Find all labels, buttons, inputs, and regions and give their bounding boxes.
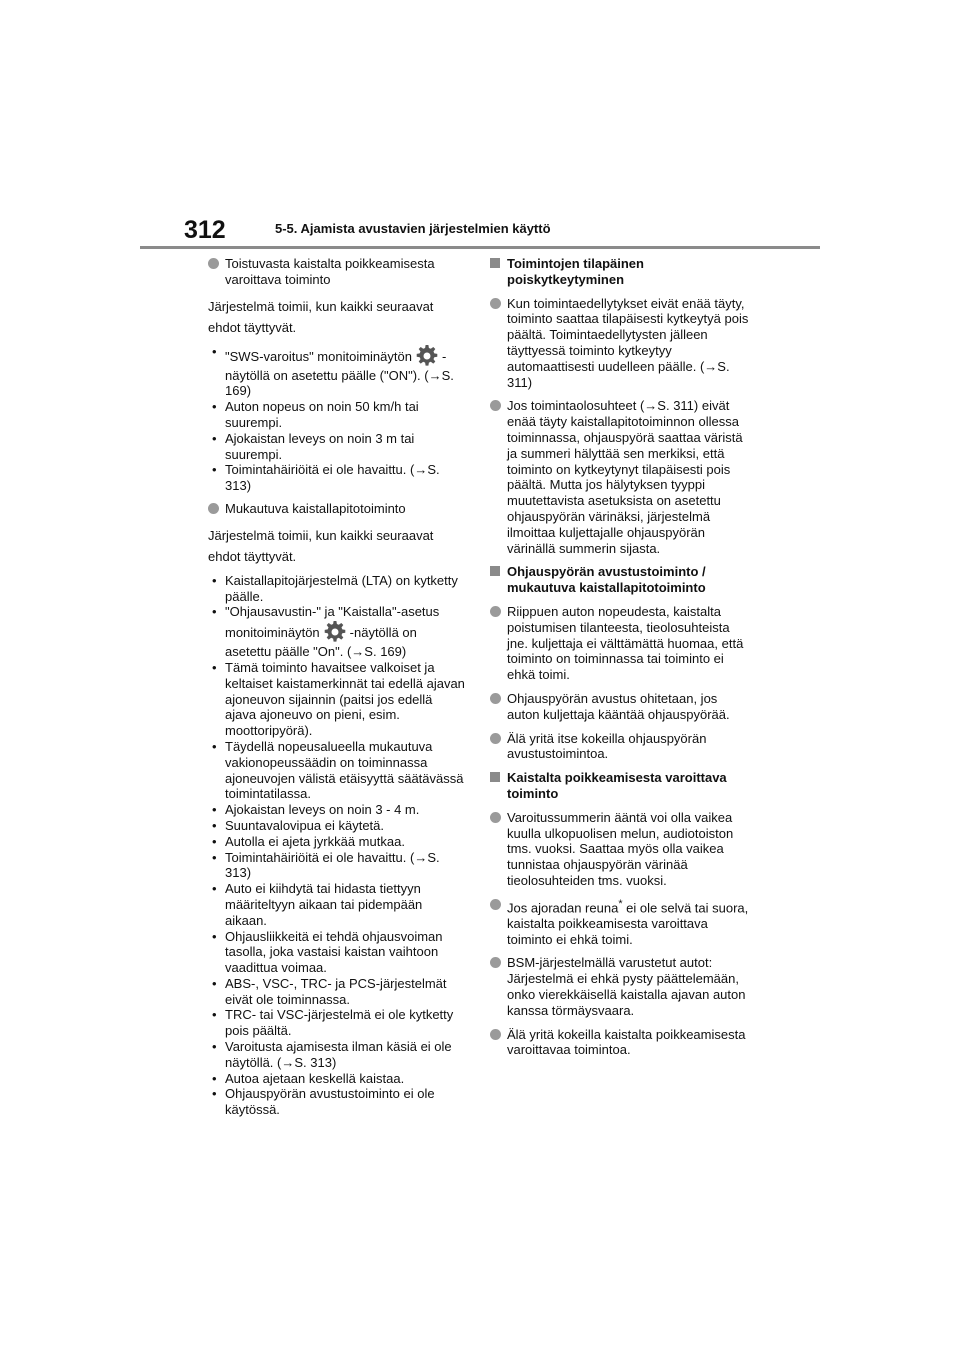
list-item: • Kaistallapitojärjestelmä (LTA) on kytketty päälle. bbox=[212, 572, 458, 604]
list-item: • Varoitusta ajamisesta ilman käsiä ei ole näytöllä. (→S. 313) bbox=[212, 1039, 452, 1070]
list-item: Älä yritä itse kokeilla ohjauspyörän avustustoimintoa. bbox=[490, 731, 752, 763]
list-item: • Ajokaistan leveys on noin 3 - 4 m. bbox=[212, 802, 420, 818]
list-item: • Autoa ajetaan keskellä kaistaa. bbox=[212, 1070, 405, 1086]
bullet-icon: • bbox=[212, 928, 217, 944]
bullet-icon: • bbox=[212, 572, 217, 588]
gear-icon bbox=[322, 620, 348, 644]
list-item: • ABS-, VSC-, TRC- ja PCS-järjestelmät eivät ole toiminnassa. bbox=[212, 975, 447, 1007]
circle-bullet-icon bbox=[490, 298, 501, 309]
chapter-title: 5-5. Ajamista avustavien järjestelmien käyttö bbox=[275, 221, 551, 236]
bullet-icon: • bbox=[212, 1070, 217, 1086]
bullet-icon: • bbox=[212, 738, 217, 754]
subsection-heading: Toimintojen tilapäinen poiskytkeytyminen bbox=[490, 256, 752, 288]
bullet-icon: • bbox=[212, 343, 217, 359]
list-item: • Ohjauspyörän avustustoiminto ei ole käytössä. bbox=[212, 1086, 435, 1118]
circle-bullet-icon bbox=[490, 899, 501, 910]
header-rule bbox=[140, 246, 820, 249]
right-column bbox=[490, 256, 752, 1066]
list-item: • Ajokaistan leveys on noin 3 m tai suurempi. bbox=[212, 430, 415, 462]
list-item: • Autolla ei ajeta jyrkkää mutkaa. bbox=[212, 833, 405, 849]
list-item: Jos toimintaolosuhteet (→S. 311) eivät enää täyty kaistallapitotoiminnon ollessa toiminnassa, ohjauspyörä saattaa väristä ja summeri hälyttää sen merkiksi, että toiminto on kytkeytynyt tilapäisesti pois päältä. Mutta jos hälytyksen tyyppi muutettavista asetuksista on asetettu ohjauspyörän värinäksi, järjestelmä ilmoittaa kuljettajalle ohjauspyörän värinällä summerin sijasta. bbox=[490, 398, 752, 556]
list-item: • "SWS-varoitus" monitoiminäytön -näytöllä on asetettu päälle ("ON"). (→S. 169) bbox=[212, 343, 454, 399]
square-bullet-icon bbox=[490, 772, 500, 782]
list-item: Kun toimintaedellytykset eivät enää täyty, toiminto saattaa tilapäisesti kytkeytyä pois päältä. Toimintaedellytysten jälleen täyttyessä toiminto kytkeytyy automaattisesti uudelleen päälle. (→S. 311) bbox=[490, 296, 752, 391]
list-item: • "Ohjausavustin-" ja "Kaistalla"-asetus monitoiminäytön -näytöllä on asetettu päälle "On". (→S. 169) bbox=[212, 604, 440, 660]
paragraph: Järjestelmä toimii, kun kaikki seuraavat ehdot täyttyvät. bbox=[208, 527, 434, 564]
circle-bullet-icon bbox=[490, 957, 501, 968]
square-bullet-icon bbox=[490, 258, 500, 268]
bullet-icon: • bbox=[212, 1039, 217, 1055]
footnote-marker: * bbox=[618, 897, 623, 910]
list-item: • Toimintahäiriöitä ei ole havaittu. (→S. 313) bbox=[212, 849, 440, 881]
paragraph: Järjestelmä toimii, kun kaikki seuraavat ehdot täyttyvät. bbox=[208, 298, 434, 335]
bullet-icon: • bbox=[212, 462, 217, 478]
subsection-heading: Ohjauspyörän avustustoiminto / mukautuva kaistallapitotoiminto bbox=[490, 564, 752, 596]
square-bullet-icon bbox=[490, 566, 500, 576]
circle-bullet-icon bbox=[208, 503, 219, 514]
circle-bullet-icon bbox=[490, 400, 501, 411]
circle-bullet-icon bbox=[490, 606, 501, 617]
list-item: Ohjauspyörän avustus ohitetaan, jos auton kuljettaja kääntää ohjauspyörää. bbox=[490, 691, 752, 723]
circle-bullet-icon bbox=[490, 1029, 501, 1040]
bullet-icon: • bbox=[212, 1007, 217, 1023]
bullet-icon: • bbox=[212, 975, 217, 991]
section-heading: Toistuvasta kaistalta poikkeamisesta varoittava toiminto bbox=[208, 256, 466, 288]
bullet-icon: • bbox=[212, 399, 217, 415]
circle-bullet-icon bbox=[490, 693, 501, 704]
page-number: 312 bbox=[184, 216, 226, 244]
gear-icon bbox=[414, 344, 440, 368]
list-item: • Suuntavalovipua ei käytetä. bbox=[212, 817, 384, 833]
list-item: • TRC- tai VSC-järjestelmä ei ole kytketty pois päältä. bbox=[212, 1007, 454, 1039]
bullet-icon: • bbox=[212, 881, 217, 897]
list-item: • Auton nopeus on noin 50 km/h tai suurempi. bbox=[212, 399, 419, 430]
bullet-icon: • bbox=[212, 833, 217, 849]
circle-bullet-icon bbox=[208, 258, 219, 269]
circle-bullet-icon bbox=[490, 812, 501, 823]
page-header bbox=[184, 212, 820, 246]
bullet-icon: • bbox=[212, 849, 217, 865]
list-item: • Ohjausliikkeitä ei tehdä ohjausvoiman tasolla, joka vastaisi kaistan vaihtoon vaadittua voimaa. bbox=[212, 928, 443, 976]
section-heading: Mukautuva kaistallapitotoiminto bbox=[208, 501, 466, 517]
bullet-icon: • bbox=[212, 604, 217, 620]
list-item: Riippuen auton nopeudesta, kaistalta poistumisen tilanteesta, tieolosuhteista jne. kuljettaja ei välttämättä huomaa, että toiminto on toiminnassa tai toiminto ei ehkä toimi. bbox=[490, 604, 752, 683]
circle-bullet-icon bbox=[490, 733, 501, 744]
bullet-icon: • bbox=[212, 817, 217, 833]
list-item: • Täydellä nopeusalueella mukautuva vakionopeussäädin on toiminnassa ajoneuvojen välistä etäisyyttä säätävässä toimintatilassa. bbox=[212, 738, 464, 802]
list-item: • Toimintahäiriöitä ei ole havaittu. (→S. 313) bbox=[212, 462, 440, 494]
list-item: Varoitussummerin ääntä voi olla vaikea kuulla ulkopuolisen melun, audiotoiston tms. vuoksi. Saattaa myös olla vaikea tunnistaa ohjauspyörän värinää tieolosuhteiden tms. vuoksi. bbox=[490, 810, 752, 889]
bullet-icon: • bbox=[212, 430, 217, 446]
list-item: Älä yritä kokeilla kaistalta poikkeamisesta varoittavaa toimintoa. bbox=[490, 1027, 752, 1059]
list-item: • Auto ei kiihdytä tai hidasta tiettyyn määriteltyyn aikaan tai pidempään aikaan. bbox=[212, 881, 423, 928]
list-item: • Tämä toiminto havaitsee valkoiset ja keltaiset kaistamerkinnät tai edellä ajavan ajoneuvon sijainnin (paitsi jos edellä ajava ajoneuvo on pieni, esim. moottoripyörä). bbox=[212, 659, 465, 739]
subsection-heading: Kaistalta poikkeamisesta varoittava toiminto bbox=[490, 770, 752, 802]
bullet-icon: • bbox=[212, 1086, 217, 1102]
left-column bbox=[208, 256, 466, 1118]
list-item: BSM-järjestelmällä varustetut autot: Järjestelmä ei ehkä pysty päättelemään, onko vierekkäisellä kaistalla ajavan auton kanssa törmäysvaara. bbox=[490, 955, 752, 1018]
bullet-icon: • bbox=[212, 802, 217, 818]
bullet-icon: • bbox=[212, 659, 217, 675]
list-item: Jos ajoradan reuna* ei ole selvä tai suora, kaistalta poikkeamisesta varoittava toiminto ei ehkä toimi. bbox=[490, 897, 752, 948]
